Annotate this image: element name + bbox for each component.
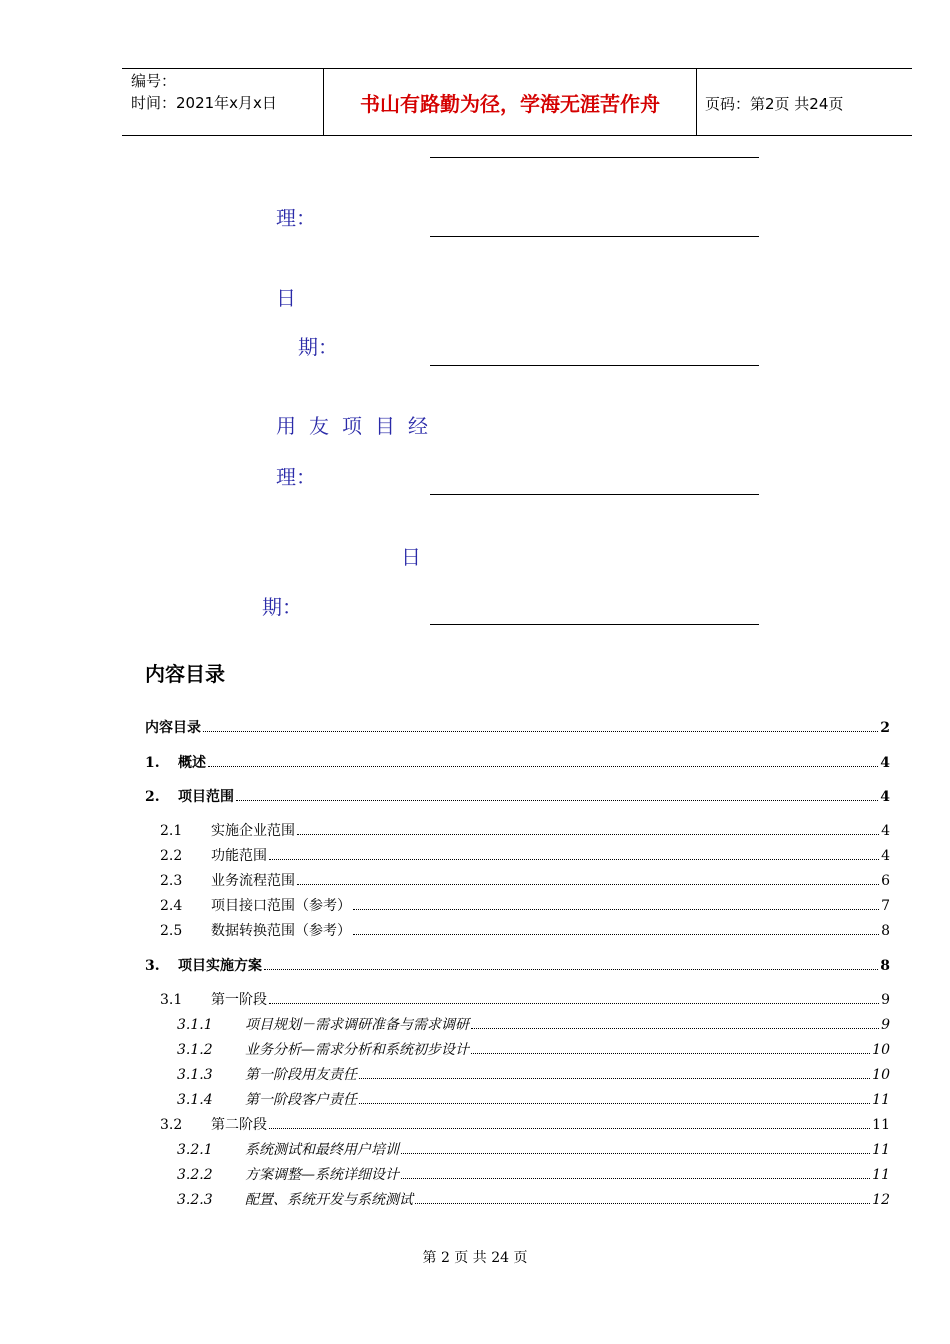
toc-entry-number: 3.2.2 bbox=[177, 1167, 213, 1183]
toc-entry-number: 2.4 bbox=[160, 898, 183, 914]
toc-entry[interactable] bbox=[160, 820, 890, 840]
toc-entry[interactable] bbox=[160, 1114, 890, 1134]
toc-entry-label: 实施企业范围 bbox=[211, 823, 295, 839]
toc-dot-leader bbox=[269, 1127, 870, 1129]
header-meta bbox=[131, 70, 277, 114]
signature-line bbox=[430, 624, 759, 625]
toc-entry[interactable] bbox=[145, 786, 890, 806]
toc-entry-number: 3.2.3 bbox=[177, 1192, 213, 1208]
toc-entry-number: 2.1 bbox=[160, 823, 183, 839]
toc-entry-label: 系统测试和最终用户培训 bbox=[245, 1142, 399, 1158]
header-bottom-rule bbox=[122, 135, 912, 136]
toc-entry[interactable] bbox=[145, 717, 890, 737]
toc-entry-label: 配置、系统开发与系统测试 bbox=[245, 1192, 413, 1208]
toc-entry-label: 项目范围 bbox=[178, 789, 234, 805]
signature-label-qi-2: 期： bbox=[262, 595, 302, 619]
toc-entry-page: 8 bbox=[881, 923, 890, 939]
toc-entry-label: 内容目录 bbox=[145, 720, 201, 736]
toc-entry-number: 2. bbox=[145, 789, 160, 805]
toc-dot-leader bbox=[269, 1002, 879, 1004]
toc-entry-number: 3.1.4 bbox=[177, 1092, 213, 1108]
toc-entry-number: 3.1 bbox=[160, 992, 183, 1008]
toc-dot-leader bbox=[264, 968, 878, 970]
signature-line bbox=[430, 494, 759, 495]
toc-entry-page: 4 bbox=[881, 823, 890, 839]
toc-entry-page: 7 bbox=[881, 898, 890, 914]
toc-dot-leader bbox=[297, 833, 879, 835]
toc-entry-page: 8 bbox=[880, 958, 890, 974]
toc-dot-leader bbox=[471, 1027, 879, 1029]
toc-entry-number: 3.1.1 bbox=[177, 1017, 213, 1033]
toc-entry[interactable] bbox=[177, 1189, 890, 1209]
toc-dot-leader bbox=[415, 1202, 870, 1204]
toc-dot-leader bbox=[208, 765, 878, 767]
toc-entry[interactable] bbox=[177, 1039, 890, 1059]
toc-dot-leader bbox=[353, 908, 879, 910]
toc-entry[interactable] bbox=[160, 989, 890, 1009]
toc-entry-page: 9 bbox=[881, 992, 890, 1008]
header-page-number: 页码：第2页 共24页 bbox=[705, 95, 844, 113]
toc-dot-leader bbox=[353, 933, 879, 935]
toc-entry[interactable] bbox=[145, 752, 890, 772]
toc-title: 内容目录 bbox=[145, 662, 225, 686]
toc-dot-leader bbox=[359, 1077, 870, 1079]
header-divider-right bbox=[696, 68, 697, 136]
toc-entry[interactable] bbox=[160, 895, 890, 915]
toc-entry-page: 11 bbox=[872, 1117, 890, 1133]
toc-entry-page: 4 bbox=[880, 789, 890, 805]
header-motto: 书山有路勤为径，学海无涯苦作舟 bbox=[360, 92, 660, 116]
toc-dot-leader bbox=[401, 1152, 870, 1154]
toc-entry-page: 11 bbox=[872, 1142, 890, 1158]
header-time: 时间：2021年x月x日 bbox=[131, 94, 277, 112]
toc-entry-label: 第一阶段客户责任 bbox=[245, 1092, 357, 1108]
toc-entry[interactable] bbox=[177, 1164, 890, 1184]
toc-entry[interactable] bbox=[177, 1139, 890, 1159]
toc-entry-label: 数据转换范围（参考） bbox=[211, 923, 351, 939]
toc-entry-label: 项目接口范围（参考） bbox=[211, 898, 351, 914]
toc-entry-number: 3.1.2 bbox=[177, 1042, 213, 1058]
signature-label-qi-1: 期： bbox=[298, 335, 338, 359]
toc-dot-leader bbox=[203, 730, 878, 732]
toc-entry-number: 3. bbox=[145, 958, 160, 974]
toc-entry-page: 2 bbox=[880, 720, 890, 736]
toc-dot-leader bbox=[359, 1102, 870, 1104]
signature-label-li-1: 理： bbox=[276, 206, 316, 230]
toc-dot-leader bbox=[297, 883, 879, 885]
toc-entry[interactable] bbox=[177, 1064, 890, 1084]
signature-label-ri-1: 日 bbox=[276, 286, 296, 310]
toc-entry-number: 3.2 bbox=[160, 1117, 183, 1133]
toc-entry[interactable] bbox=[177, 1014, 890, 1034]
toc-entry-number: 1. bbox=[145, 755, 160, 771]
toc-entry-page: 10 bbox=[872, 1067, 890, 1083]
toc-entry-label: 业务分析—需求分析和系统初步设计 bbox=[245, 1042, 469, 1058]
toc-entry-page: 4 bbox=[880, 755, 890, 771]
page-footer: 第 2 页 共 24 页 bbox=[422, 1250, 528, 1266]
signature-line bbox=[430, 157, 759, 158]
toc-entry[interactable] bbox=[160, 845, 890, 865]
toc-entry[interactable] bbox=[145, 955, 890, 975]
signature-label-li-2: 理： bbox=[276, 465, 316, 489]
signature-label-ri-2: 日 bbox=[401, 545, 421, 569]
toc-entry-label: 项目规划－需求调研准备与需求调研 bbox=[245, 1017, 469, 1033]
toc-dot-leader bbox=[236, 799, 878, 801]
signature-label-ufida-pm: 用友项目经 bbox=[276, 414, 441, 438]
toc-entry-label: 概述 bbox=[178, 755, 206, 771]
toc-entry[interactable] bbox=[160, 870, 890, 890]
header-number: 编号： bbox=[131, 72, 177, 90]
signature-line bbox=[430, 236, 759, 237]
toc-entry-page: 12 bbox=[872, 1192, 890, 1208]
header-top-rule bbox=[122, 68, 912, 69]
toc-dot-leader bbox=[471, 1052, 870, 1054]
toc-dot-leader bbox=[269, 858, 879, 860]
toc-entry-label: 业务流程范围 bbox=[211, 873, 295, 889]
toc-entry-label: 项目实施方案 bbox=[178, 958, 262, 974]
toc-entry-page: 4 bbox=[881, 848, 890, 864]
toc-entry-page: 11 bbox=[872, 1167, 890, 1183]
toc-entry[interactable] bbox=[160, 920, 890, 940]
toc-entry-number: 2.3 bbox=[160, 873, 183, 889]
toc-entry-label: 第一阶段 bbox=[211, 992, 267, 1008]
toc-entry-label: 第二阶段 bbox=[211, 1117, 267, 1133]
toc-entry-page: 11 bbox=[872, 1092, 890, 1108]
toc-dot-leader bbox=[401, 1177, 870, 1179]
toc-entry-page: 10 bbox=[872, 1042, 890, 1058]
toc-entry-label: 方案调整—系统详细设计 bbox=[245, 1167, 399, 1183]
signature-line bbox=[430, 365, 759, 366]
toc-entry-label: 功能范围 bbox=[211, 848, 267, 864]
toc-entry-number: 3.1.3 bbox=[177, 1067, 213, 1083]
toc-entry-number: 3.2.1 bbox=[177, 1142, 213, 1158]
toc-entry-label: 第一阶段用友责任 bbox=[245, 1067, 357, 1083]
toc-entry-number: 2.2 bbox=[160, 848, 183, 864]
toc-entry-page: 9 bbox=[881, 1017, 890, 1033]
toc-entry-number: 2.5 bbox=[160, 923, 183, 939]
toc-entry-page: 6 bbox=[881, 873, 890, 889]
toc-entry[interactable] bbox=[177, 1089, 890, 1109]
